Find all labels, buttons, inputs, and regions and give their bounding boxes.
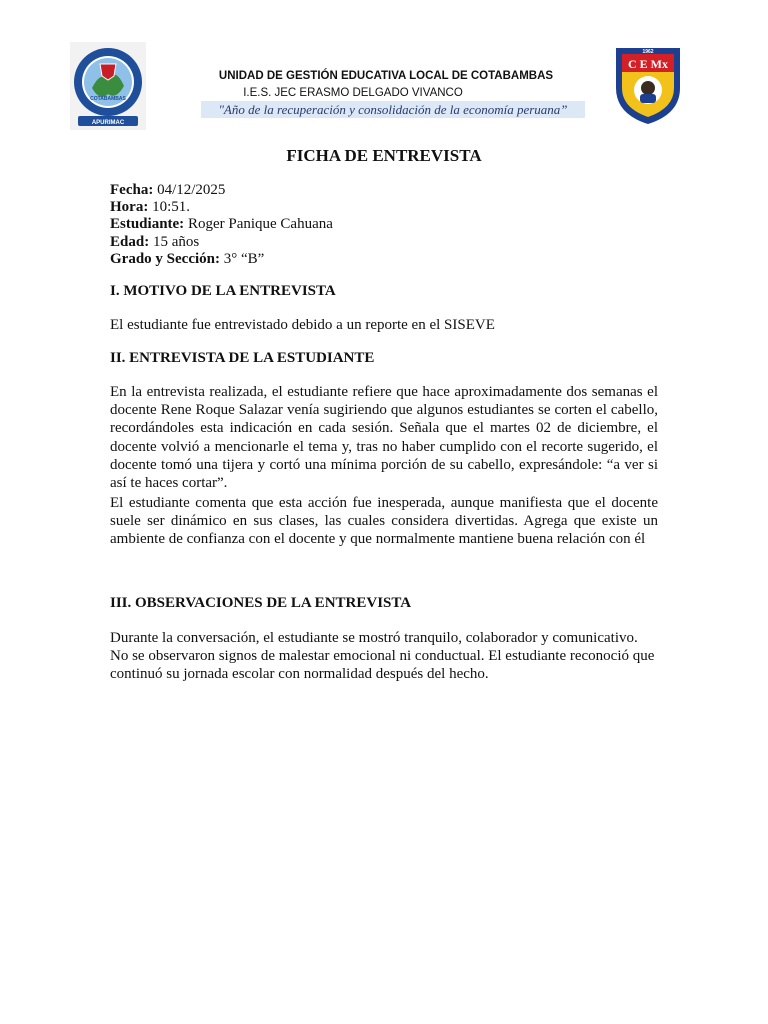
section-observaciones-text: Durante la conversación, el estudiante se mostró tranquilo, colaborador y comunicativo. No se observaron signos de malestar emocional ni conductual. El estudiante reconoció que continuó su jornada escolar con normalidad después del hecho. (110, 630, 655, 683)
left-logo-bottom-text: APURIMAC (91, 120, 125, 126)
field-hora (110, 199, 333, 216)
section-entrevista-paragraph-2: El estudiante comenta que esta acción fue inesperada, aunque manifiesta que el docente suele ser dinámico en sus clases, las cuales considera divertidas. Agrega que existe un ambiente de confianza con el docente y que normalmente mantiene buena relación con él (110, 495, 658, 548)
grado-label: Grado y Sección: (110, 250, 220, 267)
section-motivo-title: I. MOTIVO DE LA ENTREVISTA (110, 283, 336, 299)
hora-label: Hora: (110, 199, 149, 216)
ugel-name: UNIDAD DE GESTIÓN EDUCATIVA LOCAL DE COTABAMBAS (218, 70, 554, 82)
fecha-label: Fecha: (110, 182, 154, 198)
field-fecha (110, 182, 333, 199)
school-crest-logo (612, 44, 684, 126)
section-entrevista-title: II. ENTREVISTA DE LA ESTUDIANTE (110, 350, 375, 366)
document-title: FICHA DE ENTREVISTA (286, 146, 482, 165)
estudiante-label: Estudiante: (110, 216, 185, 233)
edad-value: 15 años (149, 233, 200, 250)
crest-year: 1962 (642, 49, 654, 55)
fecha-value: 04/12/2025 (153, 182, 226, 198)
edad-label: Edad: (110, 233, 150, 250)
interview-fields (110, 182, 333, 268)
section-motivo-text: El estudiante fue entrevistado debido a un reporte en el SISEVE (110, 317, 495, 333)
field-edad (110, 234, 333, 251)
field-grado (110, 251, 333, 268)
crest-letters: C E Mx (628, 57, 668, 71)
hora-value: 10:51. (148, 199, 190, 216)
section-entrevista-paragraph-1: En la entrevista realizada, el estudiante refiere que hace aproximadamente dos semanas el docente Rene Roque Salazar venía sugiriendo que algunos estudiantes se corten el cabello, recordándoles esta indicación en cada sesión. Señala que el martes 02 de diciembre, el docente volvió a mencionarle el tema y, tras no haber cumplido con el recorte sugerido, el docente tomó una tijera y cortó una mínima porción de su cabello, expresándole: “a ver si así te haces cortar”. (110, 384, 658, 492)
year-motto: "Año de la recuperación y consolidación de la economía peruana” (201, 101, 585, 118)
school-name: I.E.S. JEC ERASMO DELGADO VIVANCO (243, 87, 463, 99)
estudiante-value: Roger Panique Cahuana (184, 216, 333, 233)
ugel-cotabambas-logo (70, 42, 146, 130)
grado-value: 3° “B” (220, 250, 265, 267)
left-logo-center-text: COTABAMBAS (90, 96, 126, 102)
section-observaciones-title: III. OBSERVACIONES DE LA ENTREVISTA (110, 595, 412, 611)
field-estudiante (110, 216, 333, 233)
